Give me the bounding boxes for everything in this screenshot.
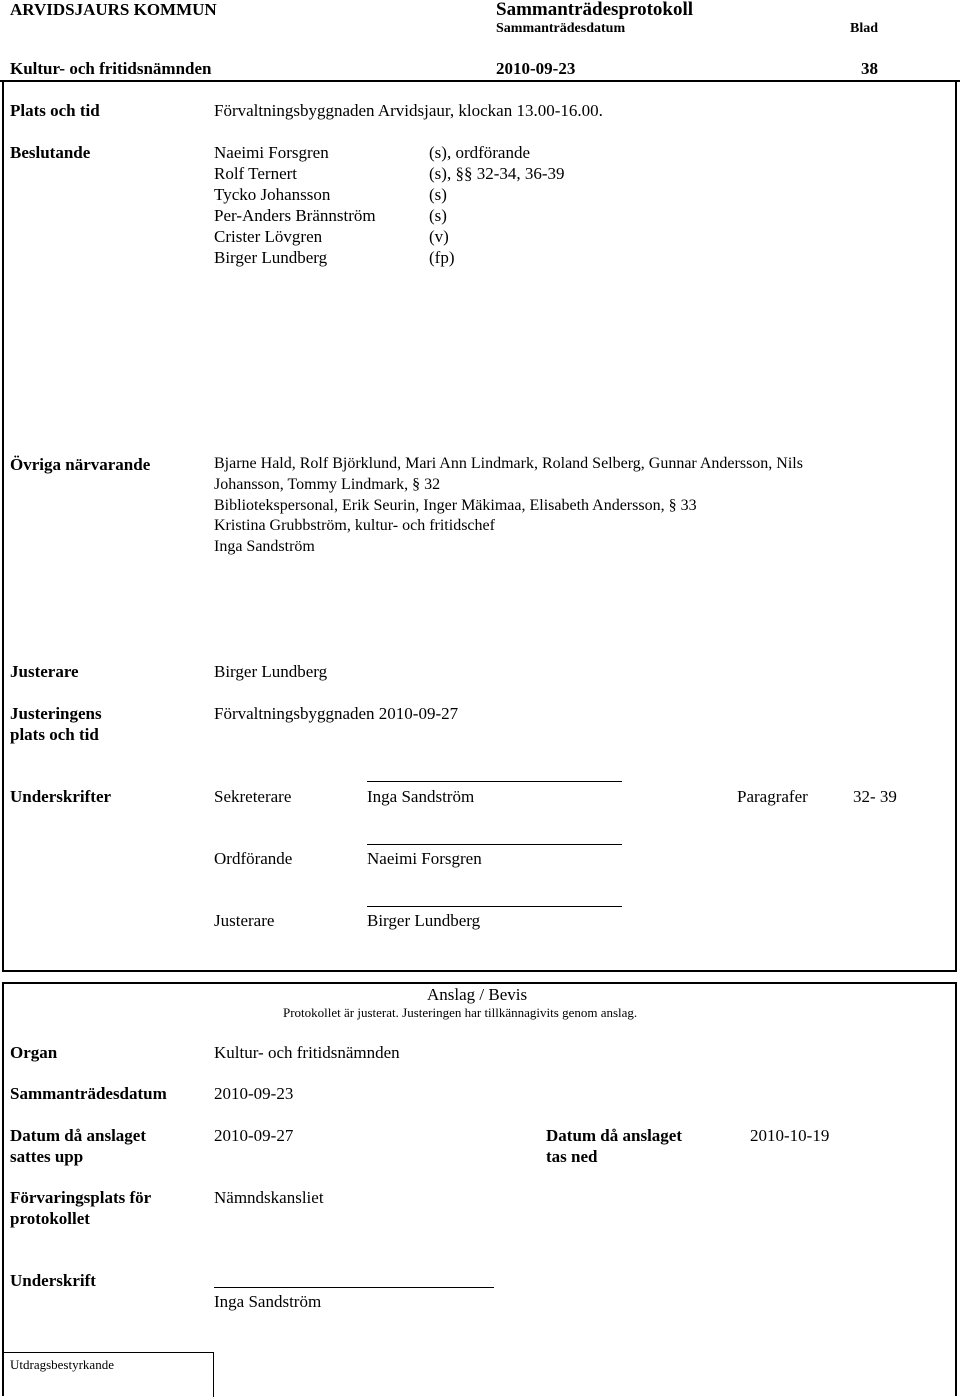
signature-name: Birger Lundberg [367, 911, 481, 930]
sammantradesdatum-label: Sammanträdesdatum [10, 1084, 167, 1103]
main-box-left-border [2, 80, 4, 972]
signature-line [367, 844, 622, 845]
underskrift-label: Underskrift [10, 1271, 96, 1290]
underskrifter-label: Underskrifter [10, 787, 112, 806]
anslag-box-left-border [2, 982, 4, 1396]
justeringens-value: Förvaltningsbyggnaden 2010-09-27 [214, 704, 459, 723]
signature-role: Sekreterare [214, 787, 292, 806]
organ-label: Organ [10, 1043, 58, 1062]
uppsatt-label-line1: Datum då anslaget [10, 1126, 147, 1145]
paragrafer-label: Paragrafer [737, 787, 808, 806]
member-name: Tycko Johansson [214, 185, 331, 204]
member-role: (s) [429, 185, 447, 204]
anslag-box-top-border [2, 982, 957, 984]
underskrift-name: Inga Sandström [214, 1292, 322, 1311]
member-role: (v) [429, 227, 449, 246]
member-name: Crister Lövgren [214, 227, 323, 246]
meeting-date: 2010-09-23 [496, 59, 576, 78]
member-name: Rolf Ternert [214, 164, 297, 183]
plats-value: Förvaltningsbyggnaden Arvidsjaur, klockan 13.00-16.00. [214, 101, 603, 120]
ned-label-line1: Datum då anslaget [546, 1126, 683, 1145]
forvaring-value: Nämndskansliet [214, 1188, 324, 1207]
signature-role: Ordförande [214, 849, 293, 868]
justeringens-label-line1: Justeringens [10, 704, 102, 723]
member-role: (s) [429, 206, 447, 225]
forvaring-label-line1: Förvaringsplats för [10, 1188, 152, 1207]
sammantradesdatum-value: 2010-09-23 [214, 1084, 294, 1103]
utdragsbestyrkande-label: Utdragsbestyrkande [10, 1357, 114, 1372]
footer-divider [2, 1352, 214, 1353]
underskrift-signature-line [214, 1287, 494, 1288]
header-divider [0, 80, 960, 82]
signature-name: Naeimi Forsgren [367, 849, 482, 868]
anslag-title: Anslag / Bevis [427, 985, 528, 1004]
page-number: 38 [861, 59, 878, 78]
ovriga-line: Inga Sandström [214, 538, 315, 555]
organ-value: Kultur- och fritidsnämnden [214, 1043, 400, 1062]
date-label: Sammanträdesdatum [496, 21, 626, 36]
anslag-subtitle: Protokollet är justerat. Justeringen har tillkännagivits genom anslag. [283, 1005, 638, 1020]
ovriga-line: Bjarne Hald, Rolf Björklund, Mari Ann Lindmark, Roland Selberg, Gunnar Andersson, Nils [214, 455, 803, 472]
document-type: Sammanträdesprotokoll [496, 0, 694, 20]
justeringens-label-line2: plats och tid [10, 725, 99, 744]
signature-name: Inga Sandström [367, 787, 475, 806]
ovriga-line: Bibliotekspersonal, Erik Seurin, Inger Mäkimaa, Elisabeth Andersson, § 33 [214, 497, 697, 514]
signature-line [367, 906, 622, 907]
committee-name: Kultur- och fritidsnämnden [10, 59, 212, 78]
member-name: Birger Lundberg [214, 248, 328, 267]
uppsatt-label-line2: sattes upp [10, 1147, 84, 1166]
justerare-value: Birger Lundberg [214, 662, 328, 681]
main-box-right-border [955, 80, 957, 972]
member-role: (s), §§ 32-34, 36-39 [429, 164, 565, 183]
justerare-label: Justerare [10, 662, 79, 681]
signature-role: Justerare [214, 911, 275, 930]
member-role: (s), ordförande [429, 143, 531, 162]
beslutande-label: Beslutande [10, 143, 91, 162]
ovriga-line: Kristina Grubbström, kultur- och fritidschef [214, 517, 495, 534]
paragrafer-value: 32- 39 [853, 787, 897, 806]
municipality-name: ARVIDSJAURS KOMMUN [10, 0, 217, 19]
ned-label-line2: tas ned [546, 1147, 598, 1166]
ned-value: 2010-10-19 [750, 1126, 830, 1145]
footer-column-border [213, 1352, 214, 1397]
main-box-bottom-border [2, 970, 957, 972]
page-label: Blad [850, 21, 879, 36]
uppsatt-value: 2010-09-27 [214, 1126, 294, 1145]
signature-line [367, 781, 622, 782]
member-name: Naeimi Forsgren [214, 143, 329, 162]
plats-label: Plats och tid [10, 101, 100, 120]
member-name: Per-Anders Brännström [214, 206, 376, 225]
ovriga-label: Övriga närvarande [10, 455, 151, 474]
member-role: (fp) [429, 248, 455, 267]
ovriga-line: Johansson, Tommy Lindmark, § 32 [214, 476, 441, 493]
anslag-box-right-border [955, 982, 957, 1396]
forvaring-label-line2: protokollet [10, 1209, 90, 1228]
